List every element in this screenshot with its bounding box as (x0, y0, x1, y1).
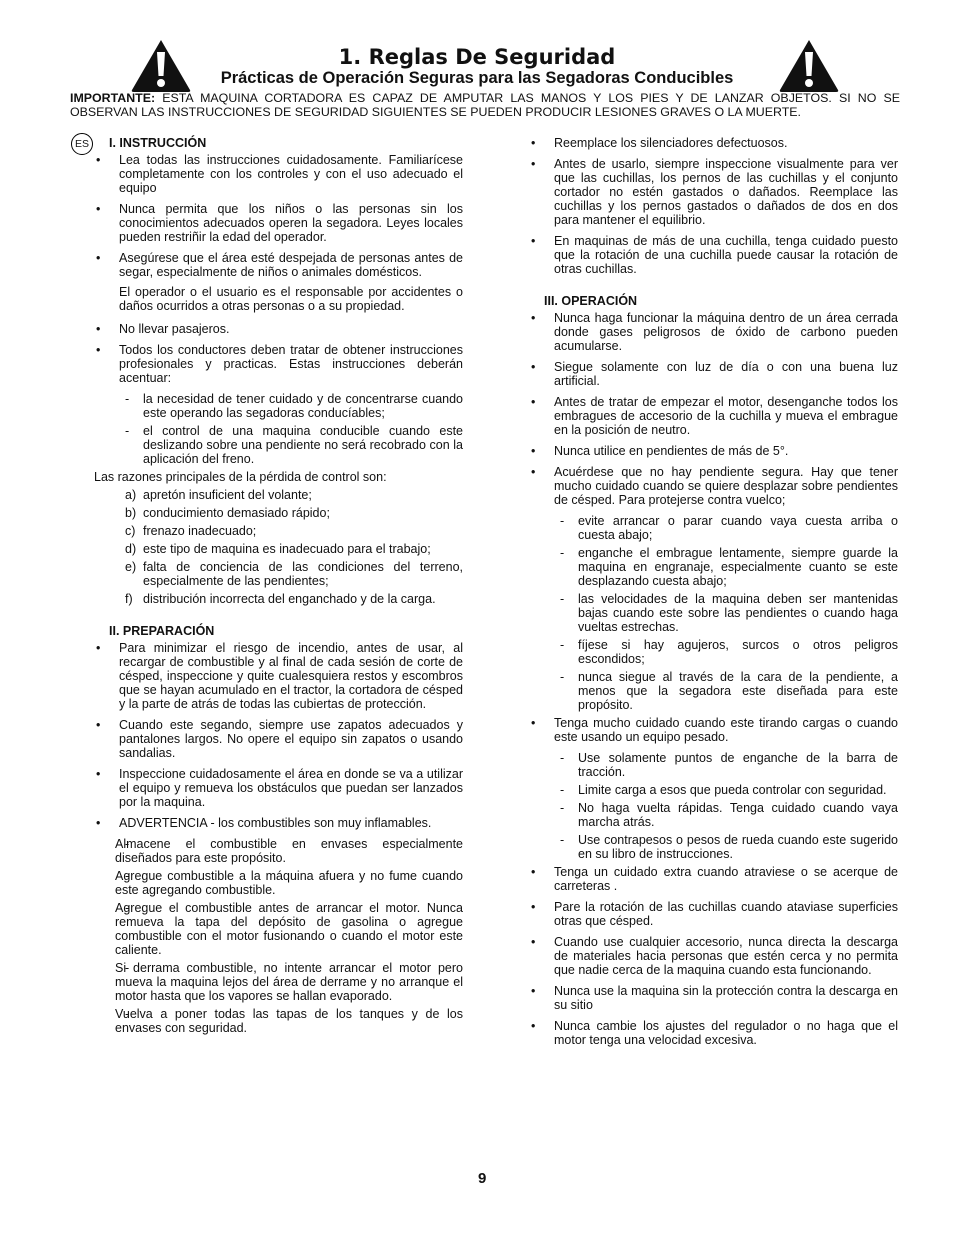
sub-list-item: - Use solamente puntos de enganche de la barra de tracción. (529, 751, 898, 779)
sub-list-item: - Use contrapesos o pesos de rueda cuando este sugerido en su libro de instrucciones. (529, 833, 898, 861)
important-text: ESTA MAQUINA CORTADORA ES CAPAZ DE AMPUTAR LAS MANOS Y LOS PIES Y DE LANZAR OBJETOS. SI NO SE OBSERVAN LAS INSTRUCCIONES DE SEGURIDAD SIGUIENTES SE PUEDEN PRODUCIR LESIONES GRAVES O LA MUERTE. (70, 91, 900, 119)
list-item: • ADVERTENCIA - los combustibles son muy inflamables. (94, 816, 463, 830)
sub-list-item (94, 961, 463, 1003)
sub-list-text: Almacene el combustible en envases especialmente diseñados para este propósito. (115, 837, 463, 865)
sub-list-item: - las velocidades de la maquina deben ser mantenidas bajas cuando este sobre las pendientes o cuando haga vueltas estrechas. (529, 592, 898, 634)
sub-list-text: Agregue combustible a la máquina afuera y no fume cuando este agregando combustible. (115, 869, 463, 897)
reason-text: apretón insuficient del volante; (143, 488, 312, 502)
reason-item (94, 592, 463, 606)
page-number: 9 (478, 1170, 487, 1187)
list-item: • Nunca haga funcionar la máquina dentro de un área cerrada donde gases peligrosos de óxido de carbono pueden acumularse. (529, 311, 898, 353)
sub-list-item: - el control de una maquina conducible cuando este deslizando sobre una pendiente no será recobrado con la aplicación del freno. (94, 424, 463, 466)
reason-text: distribución incorrecta del enganchado y de la carga. (143, 592, 436, 606)
list-item: • No llevar pasajeros. (94, 322, 463, 336)
preparacion-list (94, 641, 463, 1035)
list-paragraph: El operador o el usuario es el responsable por accidentes o daños ocurridos a otras personas o a su propiedad. (119, 285, 463, 313)
list-item: • Para minimizar el riesgo de incendio, antes de usar, al recargar de combustible y al final de cada sesión de corte de césped, inspeccione y quite cualesquiera restos y escombros que se hayan acumulado en el tractor, la cortadora de césped y la parte de atrás de todas las cubiertas de protección. (94, 641, 463, 711)
reason-text: falta de conciencia de las condiciones del terreno, especialmente de las pendientes; (143, 560, 463, 588)
sub-list-item (94, 1007, 463, 1035)
operacion-list (529, 311, 898, 1047)
sub-list-text: Si derrama combustible, no intente arrancar el motor pero mueva la maquina lejos del área de derrame y no arranque el motor hasta que los vapores se hallan evaporado. (115, 961, 463, 1003)
list-item: • Nunca permita que los niños o las personas sin los conocimientos adecuados operen la segadora. Leyes locales pueden restriñir la edad del operador. (94, 202, 463, 244)
list-item: • Nunca use la maquina sin la protección contra la descarga en su sitio (529, 984, 898, 1012)
reason-letter: b) (125, 506, 137, 520)
reasons-list (94, 488, 463, 606)
reason-item (94, 524, 463, 538)
page-subtitle: Prácticas de Operación Seguras para las Segadoras Conducibles (220, 69, 734, 87)
section-title-instruccion: I. INSTRUCCIÓN (109, 136, 207, 150)
reason-letter: f) (125, 592, 133, 606)
sub-list-item: - fíjese si hay agujeros, surcos o otros peligros escondidos; (529, 638, 898, 666)
sub-list-item: - evite arrancar o parar cuando vaya cuesta arriba o cuesta abajo; (529, 514, 898, 542)
list-item: • Nunca utilice en pendientes de más de 5°. (529, 444, 898, 458)
instruccion-list (94, 153, 463, 466)
right-column (529, 136, 898, 1054)
list-item: • Tenga mucho cuidado cuando este tirando cargas o cuando este usando un equipo pesado. (529, 716, 898, 744)
list-item: • Acuérdese que no hay pendiente segura. Hay que tener mucho cuidado cuando se quiere desplazar sobre pendientes de césped. Para protejerse contra vuelco; (529, 465, 898, 507)
list-item: • Antes de usarlo, siempre inspeccione visualmente para ver que las cuchillas, los pernos de las cuchillas y el conjunto cortador no estén gastados o dañados. Reemplace las cuchillas y los pernos gastados o dañados de dos en dos para mantener el equilibrio. (529, 157, 898, 227)
important-notice (70, 91, 900, 119)
language-badge: ES (71, 133, 93, 155)
reason-item (94, 560, 463, 588)
sub-list-item (94, 901, 463, 957)
sub-list-item: - No haga vuelta rápidas. Tenga cuidado cuando vaya marcha atrás. (529, 801, 898, 829)
reason-letter: e) (125, 560, 137, 574)
section-title-operacion: III. OPERACIÓN (544, 294, 638, 308)
list-item: • Todos los conductores deben tratar de obtener instrucciones profesionales y practicas. Estas instrucciones deberán acentuar: (94, 343, 463, 385)
reason-text: frenazo inadecuado; (143, 524, 257, 538)
list-item: • Lea todas las instrucciones cuidadosamente. Familiarícese completamente con los controles y con el uso adecuado el equipo (94, 153, 463, 195)
list-item: • Siegue solamente con luz de día o con una buena luz artificial. (529, 360, 898, 388)
list-item: • Cuando use cualquier accesorio, nunca directa la descarga de materiales hacia personas que estén cerca y no permita que nadie cerca de la maquina cuando esta funcionando. (529, 935, 898, 977)
reasons-intro: Las razones principales de la pérdida de control son: (94, 470, 387, 484)
sub-list-item: - enganche el embrague lentamente, siempre guarde la maquina en engranaje, especialmente cuanto se este desplazando cuesta abajo; (529, 546, 898, 588)
left-column (94, 136, 463, 1039)
sub-list-text: Agregue el combustible antes de arrancar el motor. Nunca remueva la tapa del depósito de gasolina o agregue combustible con el motor fusionando o cuando el motor este caliente. (115, 901, 463, 957)
list-item: • Nunca cambie los ajustes del regulador o no haga que el motor tenga una velocidad excesiva. (529, 1019, 898, 1047)
reason-letter: c) (125, 524, 136, 538)
sub-list-item: - Limite carga a esos que pueda controlar con seguridad. (529, 783, 898, 797)
section-title-preparacion: II. PREPARACIÓN (109, 624, 215, 638)
list-item: • Asegúrese que el área esté despejada de personas antes de segar, especialmente de niños o animales domésticos. (94, 251, 463, 279)
sub-list-item: - nunca siegue al través de la cara de la pendiente, a menos que la segadora este diseñada para este propósito. (529, 670, 898, 712)
reason-text: conducimiento demasiado rápido; (143, 506, 330, 520)
list-item: • En maquinas de más de una cuchilla, tenga cuidado puesto que la rotación de una cuchilla puede causar la rotación de otras cuchillas. (529, 234, 898, 276)
sub-list-text: Vuelva a poner todas las tapas de los tanques y de los envases con seguridad. (115, 1007, 463, 1035)
reason-item (94, 488, 463, 502)
page-title: 1. Reglas De Seguridad (338, 45, 616, 69)
important-label: IMPORTANTE: (70, 91, 156, 105)
sub-list-item: - la necesidad de tener cuidado y de concentrarse cuando este operando las segadoras conducíables; (94, 392, 463, 420)
list-item: • Inspeccione cuidadosamente el área en donde se va a utilizar el equipo y remueva los obstáculos que puedan ser lanzados por la maquina. (94, 767, 463, 809)
reason-item (94, 542, 463, 556)
list-item: • Cuando este segando, siempre use zapatos adecuados y pantalones largos. No opere el equipo sin zapatos o usando sandalias. (94, 718, 463, 760)
reason-text: este tipo de maquina es inadecuado para el trabajo; (143, 542, 431, 556)
reason-item (94, 506, 463, 520)
list-item: • Reemplace los silenciadores defectuosos. (529, 136, 898, 150)
sub-list-item (94, 837, 463, 865)
preparacion-cont-list (529, 136, 898, 276)
list-item: • Tenga un cuidado extra cuando atraviese o se acerque de carreteras . (529, 865, 898, 893)
list-item: • Antes de tratar de empezar el motor, desenganche todos los embragues de accesorio de la cuchilla y mueva el embrague en la posición de neutro. (529, 395, 898, 437)
reason-letter: d) (125, 542, 137, 556)
sub-list-item (94, 869, 463, 897)
reason-letter: a) (125, 488, 137, 502)
list-item: • Pare la rotación de las cuchillas cuando ataviase superficies otras que césped. (529, 900, 898, 928)
